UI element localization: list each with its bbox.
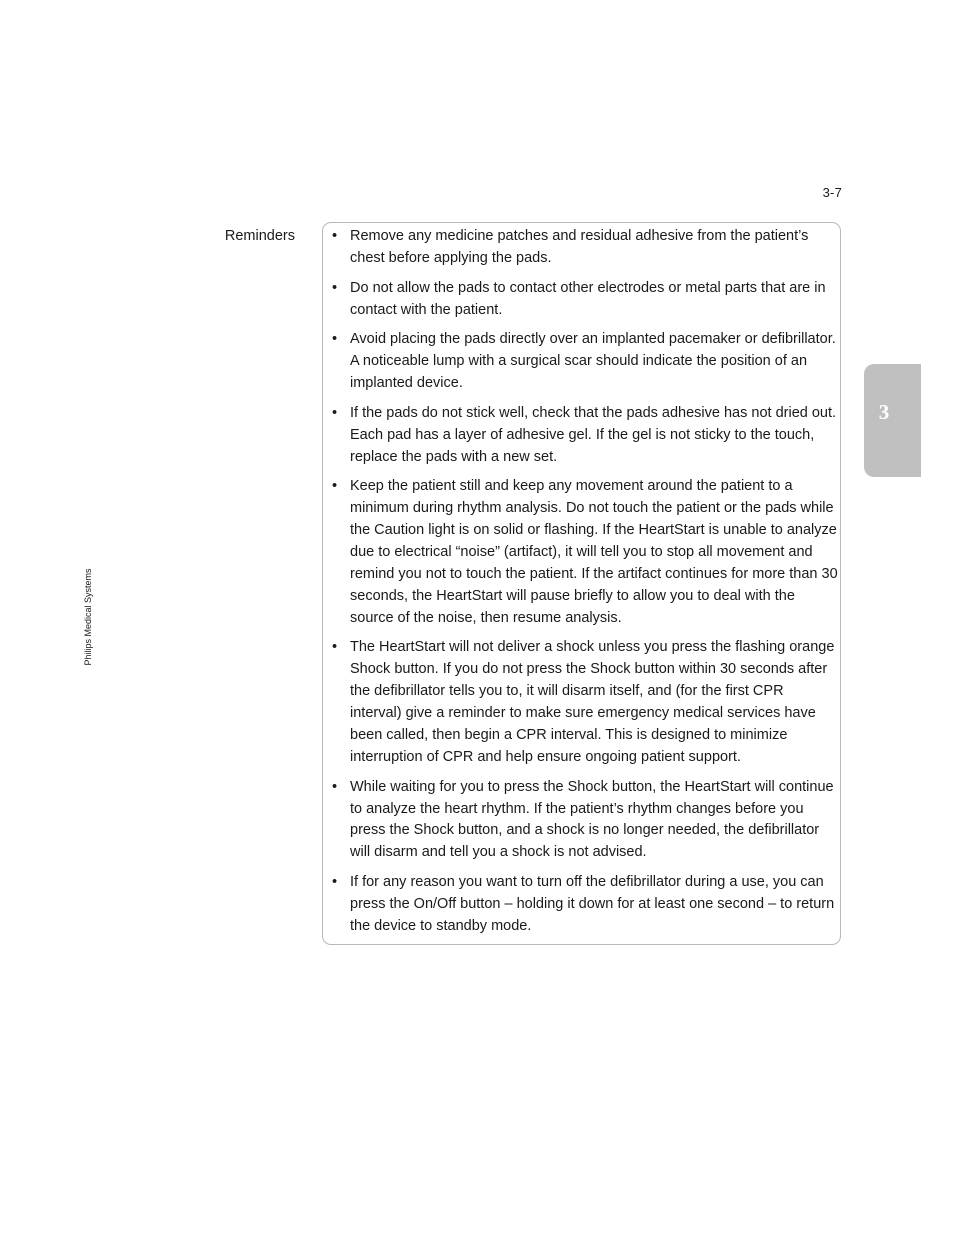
list-item <box>330 872 838 938</box>
bullet-icon: • <box>332 778 338 795</box>
list-item-text: Avoid placing the pads directly over an implanted pacemaker or defibrillator. A noticeable lump with a surgical scar should indicate the position of an implanted device. <box>350 331 836 392</box>
list-item-text: Do not allow the pads to contact other electrodes or metal parts that are in contact with the patient. <box>350 279 826 318</box>
list-item-text: If for any reason you want to turn off the defibrillator during a use, you can press the On/Off button – holding it down for at least one second – to return the device to standby mode. <box>350 874 835 934</box>
bullet-icon: • <box>332 404 338 421</box>
reminders-list <box>330 226 838 946</box>
list-item-text: If the pads do not stick well, check that the pads adhesive has not dried out. Each pad has a layer of adhesive gel. If the gel is not sticky to the touch, replace the pads with a new set. <box>350 404 837 465</box>
bullet-icon: • <box>332 331 338 348</box>
page-number: 3-7 <box>822 185 842 200</box>
bullet-icon: • <box>332 639 338 656</box>
bullet-icon: • <box>332 874 338 891</box>
list-item <box>330 329 838 395</box>
chapter-tab-number: 3 <box>878 400 890 424</box>
list-item-text: Keep the patient still and keep any movement around the patient to a minimum during rhythm analysis. Do not touch the patient or the pads while the Caution light is on solid or flashing. If the HeartStart is unable to analyze due to electrical “noise” (artifact), it will tell you to stop all movement and remind you not to touch the patient. If the artifact continues for more than 30 seconds, the HeartStart will pause briefly to allow you to deal with the source of the noise, then resume analysis. <box>350 478 838 626</box>
list-item-text: Remove any medicine patches and residual adhesive from the patient’s chest before applying the pads. <box>350 228 809 266</box>
list-item <box>330 777 838 865</box>
list-item <box>330 403 838 469</box>
list-item <box>330 637 838 768</box>
list-item-text: The HeartStart will not deliver a shock unless you press the flashing orange Shock button. If you do not press the Shock button within 30 seconds after the defibrillator tells you to, it will disarm itself, and (for the first CPR interval) give a reminder to make sure emergency medical services have been called, then begin a CPR interval. This is designed to minimize interruption of CPR and help ensure ongoing patient support. <box>350 639 835 765</box>
list-item <box>330 226 838 270</box>
list-item <box>330 278 838 322</box>
bullet-icon: • <box>332 228 338 244</box>
section-label: Reminders <box>224 228 295 244</box>
bullet-icon: • <box>332 478 338 495</box>
side-footer: Philips Medical Systems <box>83 568 93 666</box>
list-item-text: While waiting for you to press the Shock button, the HeartStart will continue to analyze the heart rhythm. If the patient’s rhythm changes before you press the Shock button, and a shock is no longer needed, the defibrillator will disarm and tell you a shock is not advised. <box>350 778 834 861</box>
bullet-icon: • <box>332 279 338 296</box>
list-item <box>330 476 838 629</box>
